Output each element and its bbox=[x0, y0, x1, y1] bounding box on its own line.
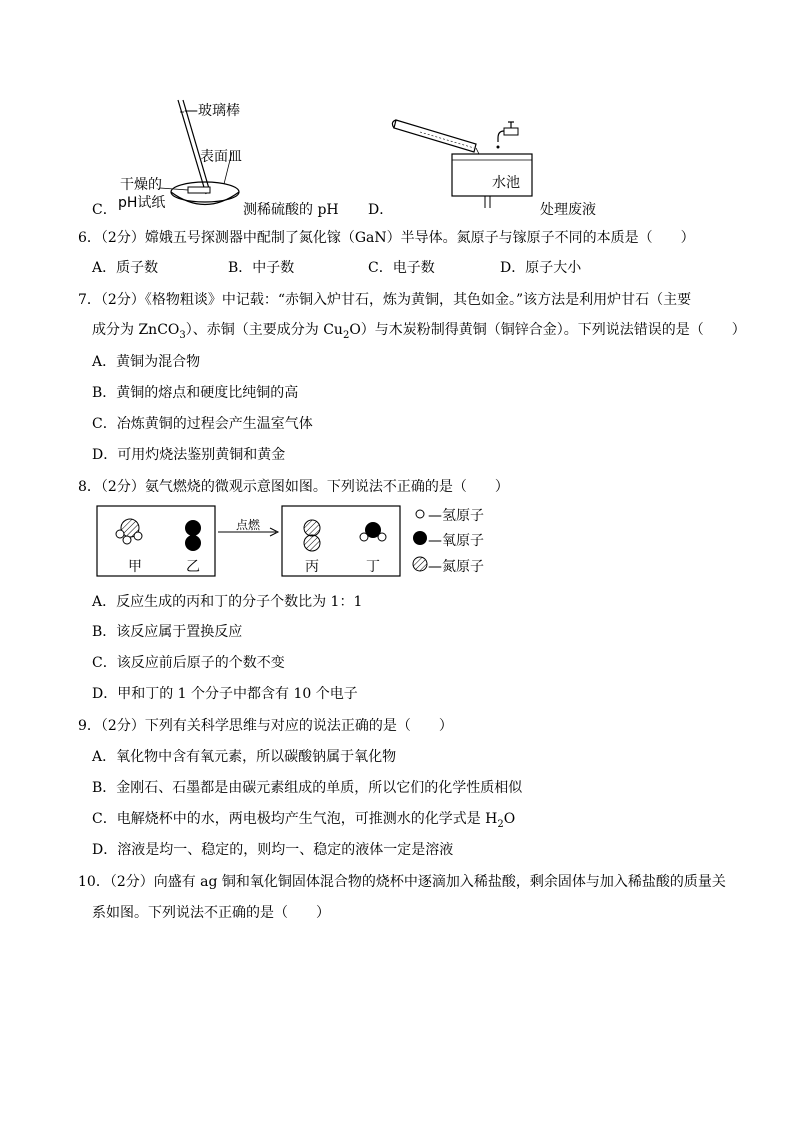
legend-h-icon bbox=[416, 510, 424, 518]
q9-stem: 9．（2分）下列有关科学思维与对应的说法正确的是（ ） bbox=[78, 718, 453, 734]
option-d-letter: D． bbox=[368, 202, 394, 218]
q6-option-a: A．质子数 bbox=[92, 260, 159, 276]
q7-option-b: B．黄铜的熔点和硬度比纯铜的高 bbox=[92, 385, 299, 401]
legend-o-icon bbox=[413, 531, 427, 545]
q6-stem: 6．（2分）嫦娥五号探测器中配制了氮化镓（GaN）半导体。氮原子与镓原子不同的本质是（ ） bbox=[78, 230, 695, 246]
legend-o-text: 氧原子 bbox=[442, 533, 484, 549]
legend-n-icon bbox=[413, 557, 427, 571]
o2-atom-1 bbox=[185, 520, 201, 536]
label-jia: 甲 bbox=[128, 559, 142, 575]
n2-atom-1 bbox=[304, 520, 320, 536]
paper-label-2: pH试纸 bbox=[118, 195, 166, 211]
legend-h-text: 氢原子 bbox=[442, 508, 484, 524]
q9-option-c bbox=[92, 809, 515, 835]
q8-option-a: A．反应生成的丙和丁的分子个数比为 1：1 bbox=[92, 594, 363, 610]
o2-atom-2 bbox=[185, 535, 201, 551]
legend-n-label: —氮原子 bbox=[428, 559, 484, 575]
legend-h-label: —氢原子 bbox=[428, 508, 484, 524]
label-yi: 乙 bbox=[186, 559, 200, 575]
dish-label: 表面皿 bbox=[200, 149, 242, 165]
q6-option-c: C．电子数 bbox=[368, 260, 435, 276]
q9-option-b: B．金刚石、石墨都是由碳元素组成的单质，所以它们的化学性质相似 bbox=[92, 780, 523, 796]
figure-waste-disposal bbox=[390, 110, 540, 210]
q7-stem-line1: 7．（2分）《格物粗谈》中记载：“赤铜入炉甘石，炼为黄铜，其色如金。”该方法是利用炉甘石（主要 bbox=[78, 292, 692, 308]
q7-line2-part-a: 成分为 ZnCO bbox=[92, 322, 180, 338]
q6-option-d: D．原子大小 bbox=[500, 260, 582, 276]
q7-subscript-2: 2 bbox=[342, 329, 350, 341]
q7-option-d: D．可用灼烧法鉴别黄铜和黄金 bbox=[92, 447, 286, 463]
q9-option-c-text: C．电解烧杯中的水，两电极均产生气泡，可推测水的化学式是 H bbox=[92, 811, 498, 827]
option-c-letter: C． bbox=[92, 202, 117, 218]
q9-option-d: D．溶液是均一、稳定的，则均一、稳定的液体一定是溶液 bbox=[92, 842, 454, 858]
q8-option-c: C．该反应前后原子的个数不变 bbox=[92, 655, 285, 671]
rod-label-text: 玻璃棒 bbox=[198, 103, 240, 119]
q8-stem: 8．（2分）氨气燃烧的微观示意图如图。下列说法不正确的是（ ） bbox=[78, 479, 509, 495]
q10-stem-line2: 系如图。下列说法不正确的是（ ） bbox=[92, 905, 330, 921]
q7-stem-line2 bbox=[92, 320, 746, 346]
q7-subscript-1: 3 bbox=[179, 329, 186, 341]
option-c-caption: 测稀硫酸的 pH bbox=[243, 202, 339, 218]
paper-label-1: 干燥的 bbox=[120, 177, 162, 193]
q7-line2-part-b: ）、赤铜（主要成分为 Cu bbox=[185, 322, 343, 338]
q9-option-a: A．氧化物中含有氧元素，所以碳酸钠属于氧化物 bbox=[92, 749, 397, 765]
q9-option-c-tail: O bbox=[503, 811, 516, 827]
q8-option-d: D．甲和丁的 1 个分子中都含有 10 个电子 bbox=[92, 686, 358, 702]
legend-n-text: 氮原子 bbox=[442, 559, 484, 575]
q7-option-a: A．黄铜为混合物 bbox=[92, 354, 201, 370]
q8-option-b: B．该反应属于置换反应 bbox=[92, 624, 243, 640]
option-d-caption: 处理废液 bbox=[540, 202, 596, 218]
waste-disposal-illustration bbox=[390, 110, 540, 210]
q10-stem-line1: 10．（2分）向盛有 ag 铜和氧化铜固体混合物的烧杯中逐滴加入稀盐酸，剩余固体与加入稀盐酸的质量关 bbox=[78, 874, 726, 890]
q6-option-b: B．中子数 bbox=[228, 260, 295, 276]
q7-line2-part-c: O）与木炭粉制得黄铜（铜锌合金）。下列说法错误的是（ ） bbox=[349, 322, 746, 338]
q9-option-c-subscript: 2 bbox=[497, 818, 504, 830]
label-bing: 丙 bbox=[305, 559, 319, 575]
q7-option-c: C．冶炼黄铜的过程会产生温室气体 bbox=[92, 416, 313, 432]
arrow-label: 点燃 bbox=[236, 518, 261, 532]
legend-o-label: —氧原子 bbox=[428, 533, 484, 549]
rod-label: —玻璃棒 bbox=[184, 103, 240, 119]
sink-label: 水池 bbox=[492, 175, 520, 191]
label-ding: 丁 bbox=[366, 559, 380, 575]
n2-atom-2 bbox=[304, 535, 320, 551]
